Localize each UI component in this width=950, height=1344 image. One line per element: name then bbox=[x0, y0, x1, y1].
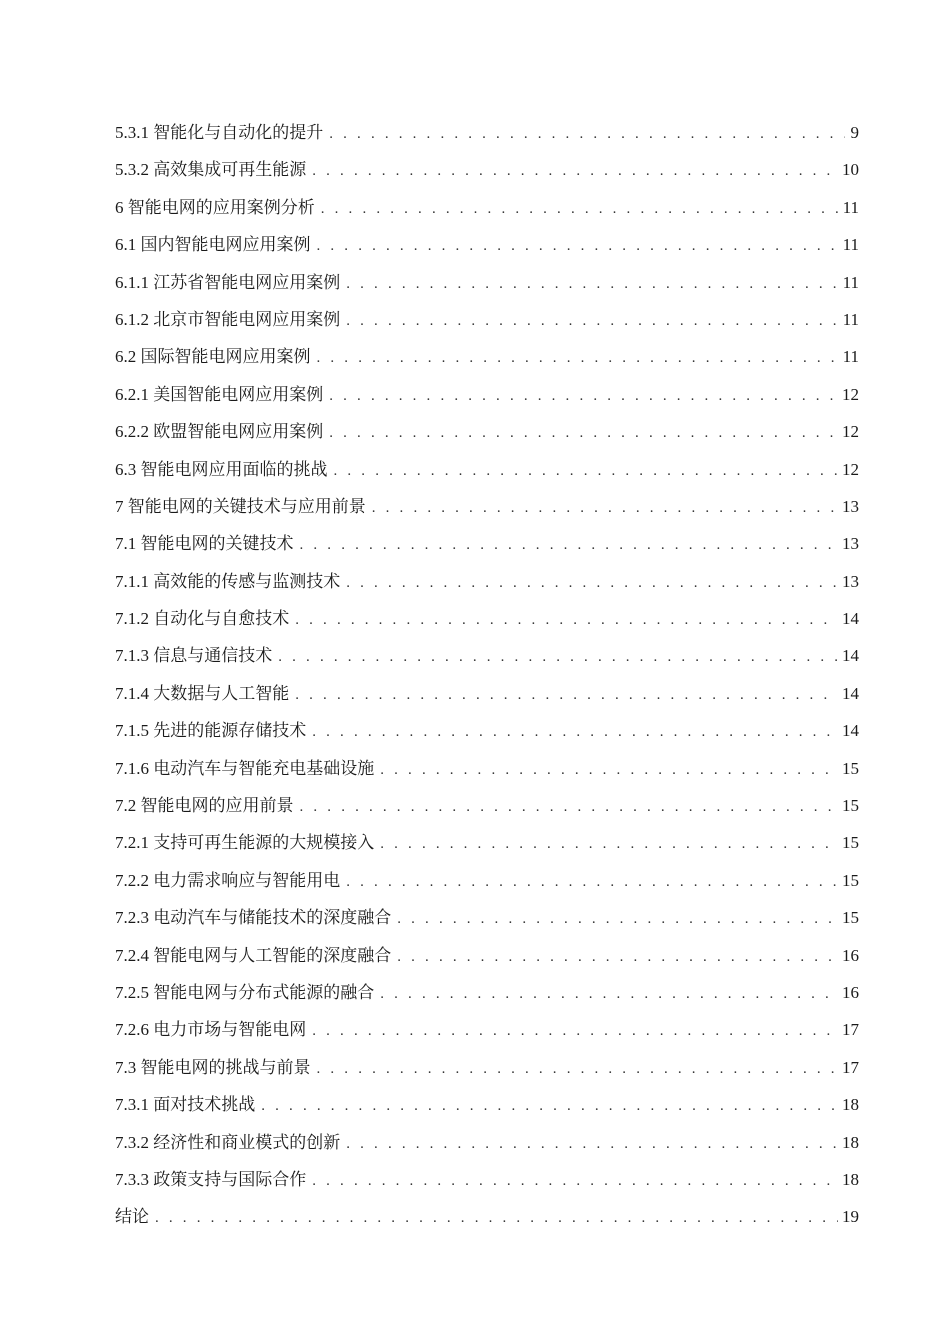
toc-dot-leader bbox=[380, 752, 838, 789]
toc-entry[interactable] bbox=[115, 824, 859, 861]
toc-dot-leader bbox=[397, 901, 838, 938]
toc-entry[interactable] bbox=[115, 413, 859, 450]
toc-entry-title: 6.1.1 江苏省智能电网应用案例 bbox=[115, 272, 341, 292]
toc-dot-leader bbox=[312, 1163, 838, 1200]
toc-dot-leader bbox=[317, 228, 839, 265]
toc-entry-page-number: 15 bbox=[842, 833, 859, 853]
toc-entry[interactable] bbox=[115, 488, 859, 525]
toc-entry-title: 7.2.5 智能电网与分布式能源的融合 bbox=[115, 982, 375, 1002]
toc-entry[interactable] bbox=[115, 151, 859, 188]
toc-entry-page-number: 11 bbox=[842, 309, 859, 329]
toc-entry-title: 7.1.5 先进的能源存储技术 bbox=[115, 721, 307, 741]
toc-entry[interactable] bbox=[115, 376, 859, 413]
toc-dot-leader bbox=[346, 303, 838, 340]
toc-entry[interactable] bbox=[115, 525, 859, 562]
toc-dot-leader bbox=[346, 565, 838, 602]
toc-entry-page-number: 11 bbox=[842, 272, 859, 292]
toc-entry-page-number: 13 bbox=[842, 534, 859, 554]
toc-entry-title: 6.1 国内智能电网应用案例 bbox=[115, 235, 311, 255]
toc-entry-page-number: 12 bbox=[842, 422, 859, 442]
toc-entry[interactable] bbox=[115, 937, 859, 974]
toc-dot-leader bbox=[346, 1126, 838, 1163]
toc-dot-leader bbox=[329, 378, 838, 415]
toc-entry[interactable] bbox=[115, 1011, 859, 1048]
toc-entry[interactable] bbox=[115, 563, 859, 600]
toc-entry[interactable] bbox=[115, 1161, 859, 1198]
toc-entry[interactable] bbox=[115, 1198, 859, 1235]
toc-entry-page-number: 11 bbox=[842, 197, 859, 217]
toc-dot-leader bbox=[278, 639, 838, 676]
toc-entry-title: 6 智能电网的应用案例分析 bbox=[115, 197, 315, 217]
toc-entry[interactable] bbox=[115, 899, 859, 936]
toc-entry-page-number: 18 bbox=[842, 1132, 859, 1152]
toc-entry[interactable] bbox=[115, 637, 859, 674]
toc-entry-title: 7.1.6 电动汽车与智能充电基础设施 bbox=[115, 758, 375, 778]
toc-entry[interactable] bbox=[115, 712, 859, 749]
toc-entry-page-number: 10 bbox=[842, 160, 859, 180]
toc-entry-title: 7.1.4 大数据与人工智能 bbox=[115, 683, 290, 703]
toc-entry-title: 7 智能电网的关键技术与应用前景 bbox=[115, 496, 366, 516]
toc-dot-leader bbox=[155, 1200, 838, 1237]
toc-dot-leader bbox=[372, 490, 838, 527]
toc-entry-page-number: 14 bbox=[842, 609, 859, 629]
toc-entry[interactable] bbox=[115, 338, 859, 375]
toc-entry-title: 7.3.1 面对技术挑战 bbox=[115, 1095, 256, 1115]
toc-entry-title: 7.1.3 信息与通信技术 bbox=[115, 646, 273, 666]
toc-entry-page-number: 15 bbox=[842, 908, 859, 928]
toc-entry-title: 6.2 国际智能电网应用案例 bbox=[115, 347, 311, 367]
toc-entry[interactable] bbox=[115, 451, 859, 488]
toc-entry[interactable] bbox=[115, 114, 859, 151]
toc-entry-title: 7.2.2 电力需求响应与智能用电 bbox=[115, 870, 341, 890]
toc-entry[interactable] bbox=[115, 675, 859, 712]
toc-entry-page-number: 16 bbox=[842, 945, 859, 965]
toc-entry[interactable] bbox=[115, 600, 859, 637]
toc-dot-leader bbox=[321, 191, 839, 228]
toc-dot-leader bbox=[334, 453, 839, 490]
toc-dot-leader bbox=[346, 266, 838, 303]
toc-entry-title: 5.3.1 智能化与自动化的提升 bbox=[115, 123, 324, 142]
toc-entry-page-number: 18 bbox=[842, 1169, 859, 1189]
toc-dot-leader bbox=[346, 864, 838, 901]
toc-entry-title: 7.2.4 智能电网与人工智能的深度融合 bbox=[115, 945, 392, 965]
toc-entry-page-number: 17 bbox=[842, 1020, 859, 1040]
toc-entry-title: 7.2 智能电网的应用前景 bbox=[115, 796, 294, 816]
toc-entry-page-number: 11 bbox=[842, 347, 859, 367]
toc-entry-title: 7.3.3 政策支持与国际合作 bbox=[115, 1169, 307, 1189]
toc-entry[interactable] bbox=[115, 974, 859, 1011]
toc-entry-title: 7.2.1 支持可再生能源的大规模接入 bbox=[115, 833, 375, 853]
toc-entry-title: 7.1.2 自动化与自愈技术 bbox=[115, 609, 290, 629]
toc-entry[interactable] bbox=[115, 226, 859, 263]
toc-dot-leader bbox=[312, 1013, 838, 1050]
toc-dot-leader bbox=[295, 677, 838, 714]
toc-entry-title: 7.1 智能电网的关键技术 bbox=[115, 534, 294, 554]
toc-entry-page-number: 9 bbox=[850, 123, 859, 142]
toc-entry-page-number: 15 bbox=[842, 870, 859, 890]
toc-dot-leader bbox=[312, 153, 838, 190]
toc-entry-page-number: 19 bbox=[842, 1207, 859, 1227]
toc-entry-title: 7.2.6 电力市场与智能电网 bbox=[115, 1020, 307, 1040]
toc-entry-title: 7.1.1 高效能的传感与监测技术 bbox=[115, 571, 341, 591]
toc-dot-leader bbox=[317, 340, 839, 377]
toc-entry-title: 6.3 智能电网应用面临的挑战 bbox=[115, 459, 328, 479]
toc-entry-page-number: 11 bbox=[842, 235, 859, 255]
toc-entry[interactable] bbox=[115, 787, 859, 824]
toc-entry-page-number: 14 bbox=[842, 721, 859, 741]
toc-entry-title: 结论 bbox=[115, 1207, 149, 1227]
toc-entry[interactable] bbox=[115, 1124, 859, 1161]
toc-entry-page-number: 14 bbox=[842, 683, 859, 703]
toc-entry[interactable] bbox=[115, 862, 859, 899]
toc-dot-leader bbox=[295, 602, 838, 639]
toc-entry-page-number: 17 bbox=[842, 1057, 859, 1077]
toc-entry-page-number: 16 bbox=[842, 982, 859, 1002]
toc-dot-leader bbox=[329, 415, 838, 452]
toc-entry[interactable] bbox=[115, 1086, 859, 1123]
toc-dot-leader bbox=[329, 116, 845, 153]
toc-entry-title: 7.2.3 电动汽车与储能技术的深度融合 bbox=[115, 908, 392, 928]
toc-dot-leader bbox=[312, 714, 838, 751]
toc-dot-leader bbox=[300, 789, 839, 826]
toc-entry-page-number: 15 bbox=[842, 796, 859, 816]
toc-entry[interactable] bbox=[115, 264, 859, 301]
toc-entry[interactable] bbox=[115, 189, 859, 226]
table-of-contents bbox=[115, 114, 859, 1236]
toc-dot-leader bbox=[261, 1088, 838, 1125]
toc-entry-page-number: 18 bbox=[842, 1095, 859, 1115]
toc-dot-leader bbox=[397, 939, 838, 976]
toc-entry-page-number: 13 bbox=[842, 496, 859, 516]
toc-entry-title: 7.3.2 经济性和商业模式的创新 bbox=[115, 1132, 341, 1152]
toc-entry-page-number: 15 bbox=[842, 758, 859, 778]
toc-entry-title: 6.2.1 美国智能电网应用案例 bbox=[115, 384, 324, 404]
toc-dot-leader bbox=[380, 826, 838, 863]
toc-entry[interactable] bbox=[115, 750, 859, 787]
toc-dot-leader bbox=[317, 1051, 839, 1088]
toc-entry-page-number: 12 bbox=[842, 459, 859, 479]
toc-entry-page-number: 14 bbox=[842, 646, 859, 666]
toc-entry-title: 6.2.2 欧盟智能电网应用案例 bbox=[115, 422, 324, 442]
toc-dot-leader bbox=[380, 976, 838, 1013]
toc-entry-title: 6.1.2 北京市智能电网应用案例 bbox=[115, 309, 341, 329]
toc-entry-title: 5.3.2 高效集成可再生能源 bbox=[115, 160, 307, 180]
toc-entry-page-number: 13 bbox=[842, 571, 859, 591]
toc-dot-leader bbox=[300, 527, 839, 564]
toc-entry-title: 7.3 智能电网的挑战与前景 bbox=[115, 1057, 311, 1077]
toc-entry[interactable] bbox=[115, 1049, 859, 1086]
toc-entry-page-number: 12 bbox=[842, 384, 859, 404]
toc-entry[interactable] bbox=[115, 301, 859, 338]
